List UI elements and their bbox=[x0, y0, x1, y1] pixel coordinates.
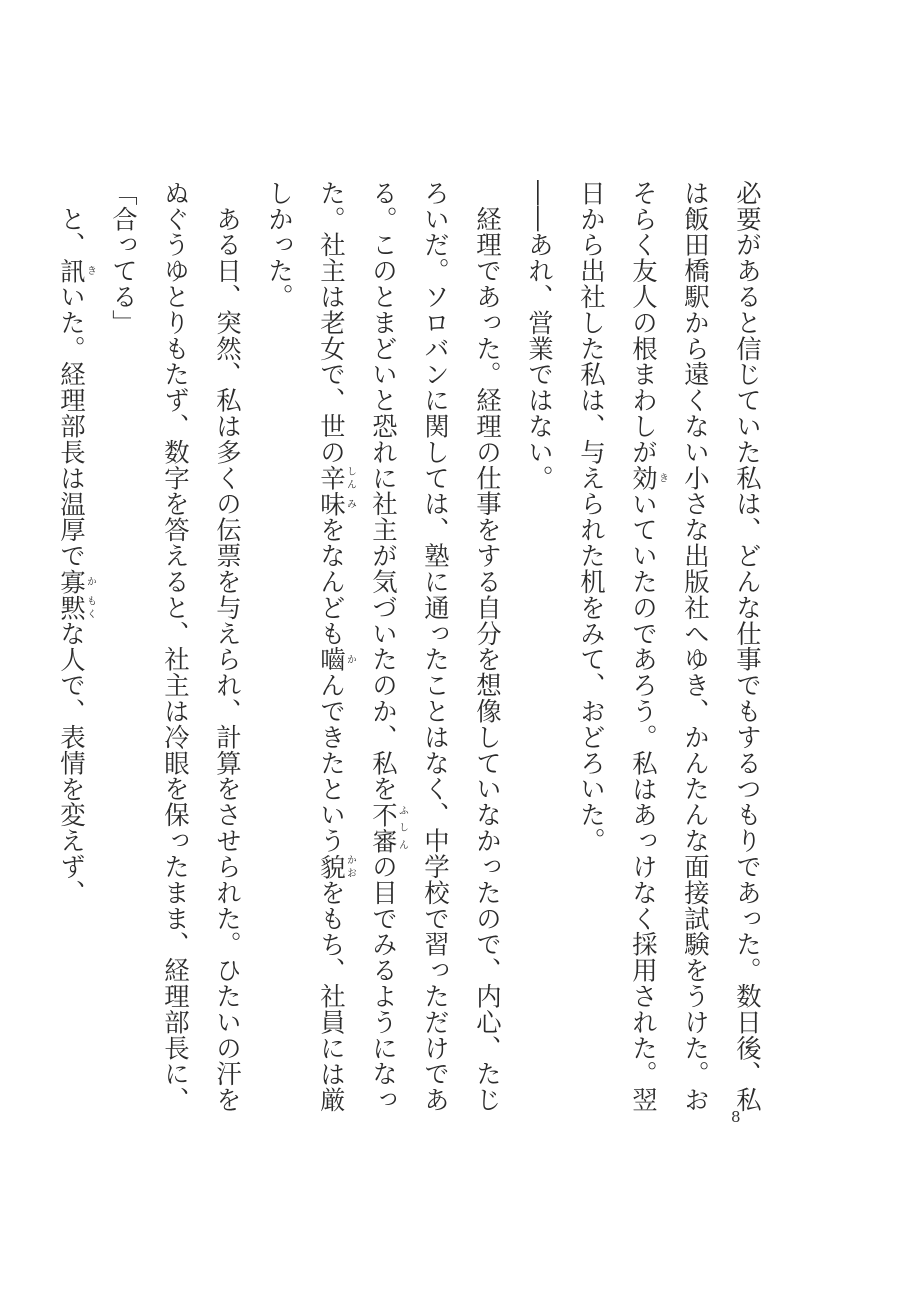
ruby-base: 効 bbox=[629, 465, 659, 491]
text-segment: 必要があると信じていた私は、どんな仕事でもするつもりであった。数日後、私 bbox=[733, 180, 763, 1113]
ruby-base: 貌 bbox=[317, 853, 347, 880]
text-line bbox=[670, 180, 722, 1113]
text-line bbox=[150, 180, 202, 1113]
ruby-reading: ふしん bbox=[396, 801, 408, 854]
ruby-annotation bbox=[57, 568, 96, 595]
text-line bbox=[722, 180, 774, 1113]
text-segment: しかった。 bbox=[265, 180, 295, 310]
ruby-base: 訊 bbox=[57, 257, 87, 284]
text-segment: ――あれ、営業ではない。 bbox=[525, 180, 555, 491]
text-segment: いた。経理部長は温厚で bbox=[57, 283, 87, 569]
text-segment: の目でみるようになっ bbox=[369, 853, 399, 1113]
text-line bbox=[98, 180, 150, 1080]
text-segment: ぬぐうゆとりもたず、数字を答えると、社主は冷眼を保ったまま、経理部長に、 bbox=[161, 180, 191, 1113]
ruby-reading: か bbox=[344, 646, 356, 673]
ruby-annotation bbox=[57, 594, 96, 621]
ruby-annotation bbox=[57, 257, 96, 284]
text-line bbox=[410, 180, 462, 1113]
ruby-reading: かお bbox=[344, 853, 356, 880]
text-segment: る。このとまどいと恐れに社主が気づいたのか、私を bbox=[369, 180, 399, 802]
ruby-annotation bbox=[317, 853, 356, 880]
ruby-annotation bbox=[317, 490, 356, 517]
ruby-base: 嚙 bbox=[317, 646, 347, 673]
text-segment: そらく友人の根まわしが bbox=[629, 180, 659, 465]
ruby-reading: しん bbox=[344, 465, 356, 491]
text-segment: 「合ってる」 bbox=[109, 180, 139, 336]
ruby-annotation bbox=[317, 646, 356, 673]
text-segment: んできたという bbox=[317, 672, 347, 854]
text-line bbox=[306, 180, 358, 1113]
text-line bbox=[514, 180, 566, 1080]
ruby-reading: もく bbox=[84, 594, 96, 621]
ruby-reading: き bbox=[84, 257, 96, 284]
text-segment: は飯田橋駅から遠くない小さな出版社へゆき、かんたんな面接試験をうけた。お bbox=[681, 180, 711, 1113]
text-segment: ろいだ。ソロバンに関しては、塾に通ったことはなく、中学校で習っただけであ bbox=[421, 180, 451, 1113]
text-segment: 経理であった。経理の仕事をする自分を想像していなかったので、内心、たじ bbox=[473, 180, 503, 1113]
text-segment: ある日、突然、私は多くの伝票を与えられ、計算をさせられた。ひたいの汗を bbox=[213, 180, 243, 1113]
text-line bbox=[202, 180, 254, 1113]
text-segment: いていたのであろう。私はあっけなく採用された。翌 bbox=[629, 490, 659, 1113]
text-line bbox=[618, 180, 670, 1113]
text-line bbox=[566, 180, 618, 1080]
text-line bbox=[46, 180, 98, 1080]
text-segment: をもち、社員には厳 bbox=[317, 879, 347, 1113]
ruby-base: 辛 bbox=[317, 465, 347, 491]
ruby-base: 黙 bbox=[57, 594, 87, 621]
text-segment: と、 bbox=[57, 180, 87, 258]
text-segment: 日から出社した私は、与えられた机をみて、おどろいた。 bbox=[577, 180, 607, 854]
text-line bbox=[358, 180, 410, 1113]
text-segment: をなんども bbox=[317, 516, 347, 647]
text-line bbox=[462, 180, 514, 1113]
page-number: 8 bbox=[731, 1108, 741, 1126]
ruby-base: 味 bbox=[317, 490, 347, 517]
text-line bbox=[254, 180, 306, 1080]
ruby-reading: き bbox=[656, 465, 668, 491]
ruby-annotation bbox=[369, 801, 408, 854]
ruby-annotation bbox=[317, 465, 356, 491]
ruby-annotation bbox=[629, 465, 668, 491]
ruby-reading: か bbox=[84, 568, 96, 595]
vertical-text-block bbox=[46, 180, 774, 1113]
text-segment: な人で、表情を変えず、 bbox=[57, 620, 87, 906]
ruby-reading: み bbox=[344, 490, 356, 517]
ruby-base: 寡 bbox=[57, 568, 87, 595]
ruby-base: 不審 bbox=[369, 801, 399, 854]
text-segment: た。社主は老女で、世の bbox=[317, 180, 347, 465]
